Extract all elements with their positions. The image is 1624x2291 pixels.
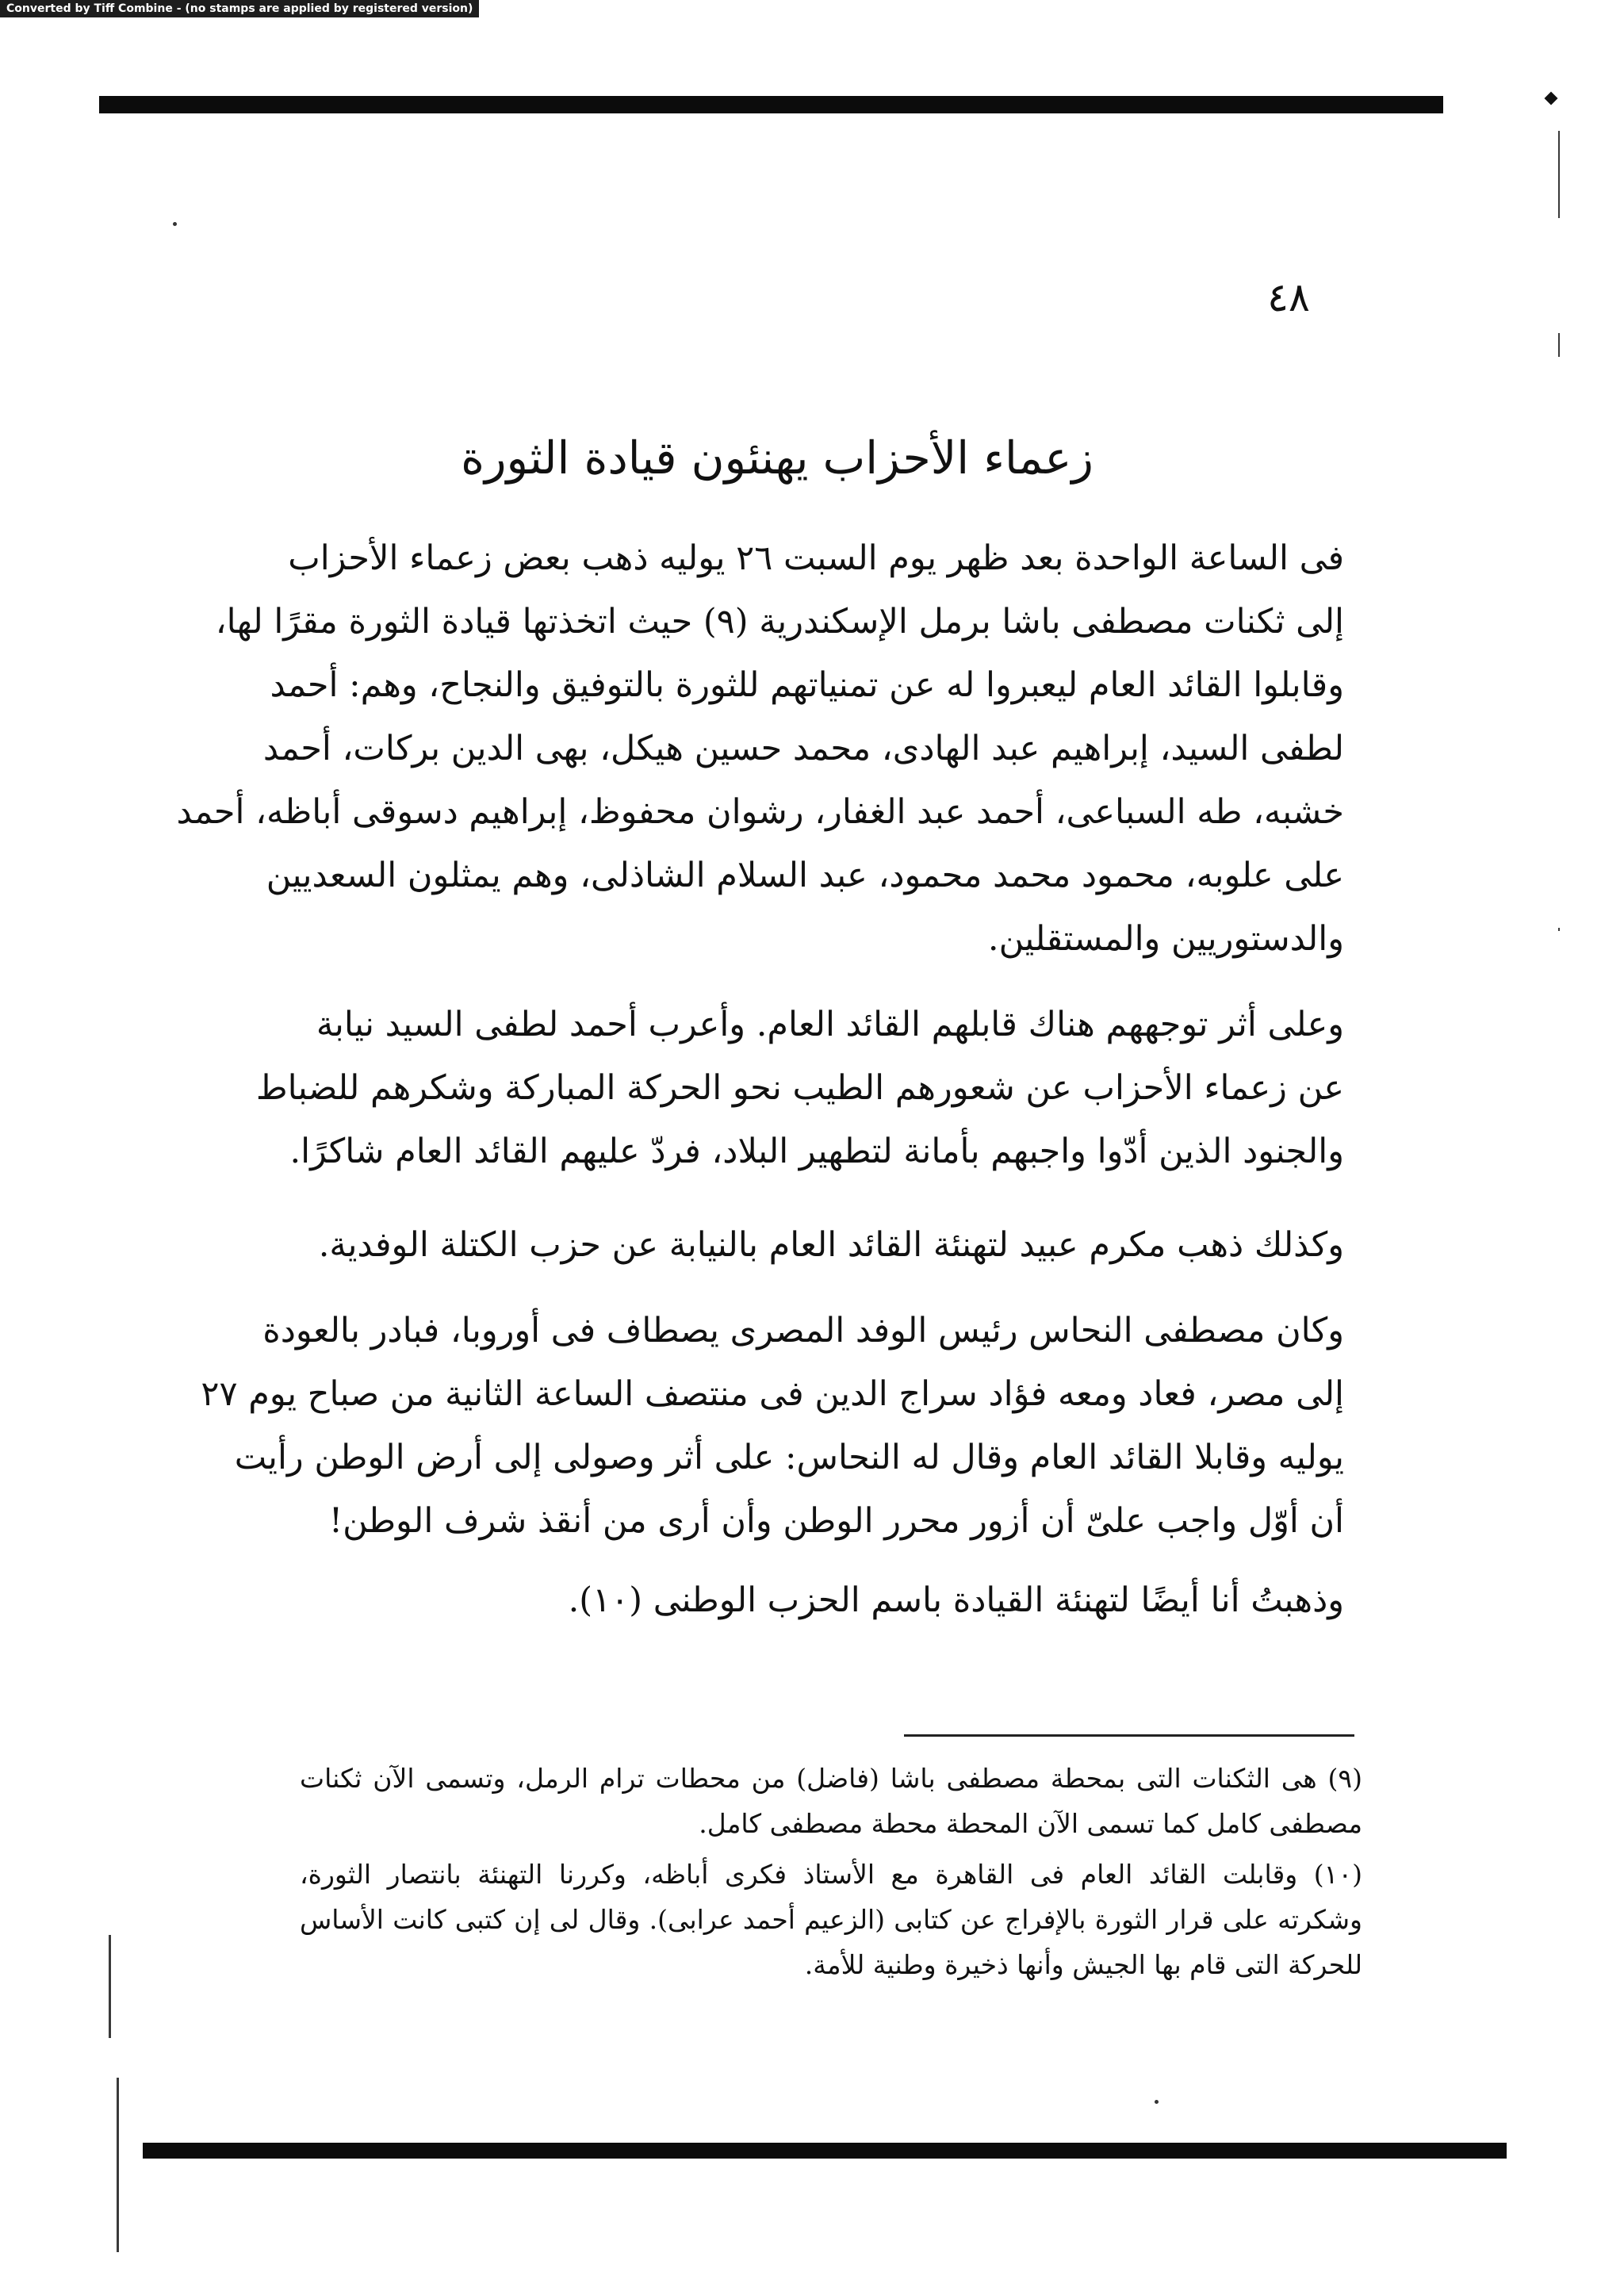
body-line: وكذلك ذهب مكرم عبيد لتهنئة القائد العام بالنيابة عن حزب الكتلة الوفدية.: [318, 1225, 1344, 1265]
body-line: فى الساعة الواحدة بعد ظهر يوم السبت ٢٦ يوليه ذهب بعض زعماء الأحزاب: [288, 538, 1344, 578]
page-number: ٤٨: [1267, 274, 1310, 320]
body-line: وقابلوا القائد العام ليعبروا له عن تمنياتهم للثورة بالتوفيق والنجاح، وهم: أحمد: [270, 665, 1344, 705]
footnote-line: (٩) هى الثكنات التى بمحطة مصطفى باشا (فاضل) من محطات ترام الرمل، وتسمى الآن ثكنات: [300, 1763, 1362, 1794]
body-line: والدستوريين والمستقلين.: [987, 919, 1344, 959]
body-line: إلى مصر، فعاد ومعه فؤاد سراج الدين فى منتصف الساعة الثانية من صباح يوم ٢٧: [201, 1374, 1344, 1414]
bottom-rule: [143, 2143, 1507, 2159]
body-line: خشبه، طه السباعى، أحمد عبد الغفار، رشوان محفوظ، إبراهيم دسوقى أباظه، أحمد: [176, 792, 1344, 832]
body-line: على علوبه، محمود محمد محمود، عبد السلام الشاذلى، وهم يمثلون السعديين: [266, 856, 1344, 895]
body-line: يوليه وقابلا القائد العام وقال له النحاس: على أثر وصولى إلى أرض الوطن رأيت: [234, 1438, 1344, 1477]
scan-margin-line: [1558, 928, 1560, 931]
scan-margin-line: [1558, 131, 1560, 218]
footnote-line: مصطفى كامل كما تسمى الآن المحطة محطة مصطفى كامل.: [699, 1808, 1362, 1839]
body-line: أن أوّل واجب علىّ أن أزور محرر الوطن وأن أرى من أنقذ شرف الوطن!: [328, 1501, 1344, 1541]
footnote-line: وشكرته على قرار الثورة بالإفراج عن كتابى (الزعيم أحمد عرابى). وقال لى إن كتبى كانت الأساس: [300, 1904, 1362, 1935]
scan-margin-line: [1558, 333, 1560, 357]
footnote-rule: [904, 1734, 1354, 1737]
body-line: إلى ثكنات مصطفى باشا برمل الإسكندرية (٩) حيث اتخذتها قيادة الثورة مقرًا لها،: [215, 602, 1344, 642]
footnote-line: للحركة التى قام بها الجيش وأنها ذخيرة وطنية للأمة.: [804, 1949, 1362, 1980]
scan-speck: [1155, 2100, 1159, 2104]
body-line: وذهبتُ أنا أيضًا لتهنئة القيادة باسم الحزب الوطنى (١٠).: [568, 1580, 1344, 1620]
scan-margin-line: [117, 2078, 119, 2252]
scan-speck: [173, 222, 177, 226]
body-line: وعلى أثر توجههم هناك قابلهم القائد العام. وأعرب أحمد لطفى السيد نيابة: [316, 1005, 1344, 1044]
footnote-line: (١٠) وقابلت القائد العام فى القاهرة مع الأستاذ فكرى أباظه، وكررنا التهنئة بانتصار الثورة،: [300, 1859, 1362, 1890]
chapter-title: زعماء الأحزاب يهنئون قيادة الثورة: [461, 432, 1094, 485]
body-line: وكان مصطفى النحاس رئيس الوفد المصرى يصطاف فى أوروبا، فبادر بالعودة: [262, 1311, 1344, 1350]
scan-margin-line: [109, 1935, 111, 2038]
body-line: لطفى السيد، إبراهيم عبد الهادى، محمد حسين هيكل، بهى الدين بركات، أحمد: [262, 729, 1344, 768]
top-rule: [99, 96, 1443, 113]
corner-mark: [1545, 92, 1558, 105]
body-line: والجنود الذين أدّوا واجبهم بأمانة لتطهير البلاد، فردّ عليهم القائد العام شاكرًا.: [289, 1132, 1344, 1171]
converter-banner: Converted by Tiff Combine - (no stamps are applied by registered version): [0, 0, 479, 17]
body-line: عن زعماء الأحزاب عن شعورهم الطيب نحو الحركة المباركة وشكرهم للضباط: [255, 1068, 1344, 1108]
